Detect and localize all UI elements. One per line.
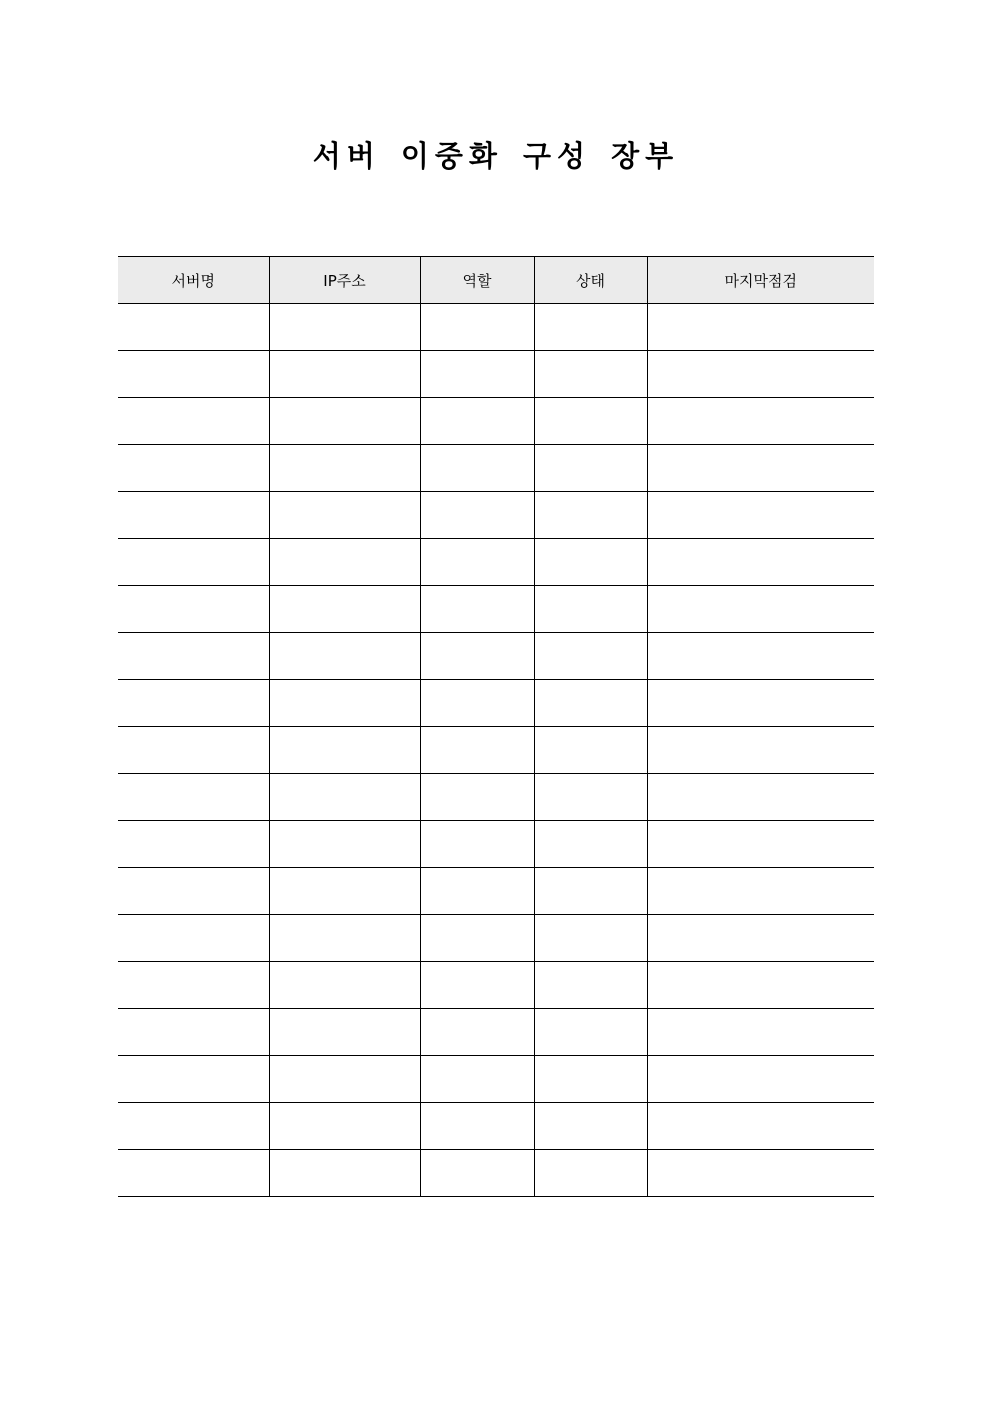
cell-ip-address[interactable] — [269, 351, 420, 398]
cell-server-name[interactable] — [118, 680, 269, 727]
cell-status[interactable] — [534, 1103, 647, 1150]
cell-server-name[interactable] — [118, 398, 269, 445]
cell-status[interactable] — [534, 962, 647, 1009]
table-row — [118, 1009, 874, 1056]
cell-last-inspection[interactable] — [647, 727, 874, 774]
cell-server-name[interactable] — [118, 351, 269, 398]
cell-last-inspection[interactable] — [647, 633, 874, 680]
cell-status[interactable] — [534, 492, 647, 539]
cell-role[interactable] — [420, 539, 534, 586]
cell-role[interactable] — [420, 962, 534, 1009]
table-row — [118, 539, 874, 586]
cell-status[interactable] — [534, 304, 647, 351]
cell-server-name[interactable] — [118, 821, 269, 868]
cell-ip-address[interactable] — [269, 868, 420, 915]
cell-last-inspection[interactable] — [647, 398, 874, 445]
cell-role[interactable] — [420, 586, 534, 633]
cell-role[interactable] — [420, 1056, 534, 1103]
cell-server-name[interactable] — [118, 868, 269, 915]
cell-status[interactable] — [534, 727, 647, 774]
table-row — [118, 398, 874, 445]
table-row — [118, 680, 874, 727]
cell-server-name[interactable] — [118, 304, 269, 351]
cell-status[interactable] — [534, 1009, 647, 1056]
server-ledger-table — [118, 256, 874, 1197]
page-title: 서버 이중화 구성 장부 — [312, 139, 680, 173]
cell-server-name[interactable] — [118, 492, 269, 539]
cell-ip-address[interactable] — [269, 680, 420, 727]
cell-server-name[interactable] — [118, 1150, 269, 1197]
cell-ip-address[interactable] — [269, 1009, 420, 1056]
cell-ip-address[interactable] — [269, 1056, 420, 1103]
cell-ip-address[interactable] — [269, 445, 420, 492]
cell-ip-address[interactable] — [269, 539, 420, 586]
cell-role[interactable] — [420, 727, 534, 774]
cell-role[interactable] — [420, 868, 534, 915]
cell-status[interactable] — [534, 633, 647, 680]
cell-ip-address[interactable] — [269, 492, 420, 539]
cell-role[interactable] — [420, 915, 534, 962]
table-header — [118, 257, 874, 304]
table-row — [118, 727, 874, 774]
cell-ip-address[interactable] — [269, 304, 420, 351]
cell-ip-address[interactable] — [269, 727, 420, 774]
cell-status[interactable] — [534, 445, 647, 492]
cell-last-inspection[interactable] — [647, 539, 874, 586]
cell-server-name[interactable] — [118, 1009, 269, 1056]
cell-server-name[interactable] — [118, 1103, 269, 1150]
table-body — [118, 304, 874, 1197]
cell-server-name[interactable] — [118, 539, 269, 586]
cell-status[interactable] — [534, 821, 647, 868]
cell-role[interactable] — [420, 304, 534, 351]
cell-status[interactable] — [534, 586, 647, 633]
cell-last-inspection[interactable] — [647, 868, 874, 915]
table-row — [118, 915, 874, 962]
cell-ip-address[interactable] — [269, 915, 420, 962]
table-row — [118, 1103, 874, 1150]
table-row — [118, 1056, 874, 1103]
table-row — [118, 633, 874, 680]
cell-status[interactable] — [534, 351, 647, 398]
cell-status[interactable] — [534, 680, 647, 727]
cell-ip-address[interactable] — [269, 586, 420, 633]
cell-role[interactable] — [420, 821, 534, 868]
cell-last-inspection[interactable] — [647, 586, 874, 633]
table-row — [118, 774, 874, 821]
cell-role[interactable] — [420, 492, 534, 539]
cell-status[interactable] — [534, 539, 647, 586]
cell-role[interactable] — [420, 774, 534, 821]
cell-role[interactable] — [420, 351, 534, 398]
cell-last-inspection[interactable] — [647, 915, 874, 962]
cell-server-name[interactable] — [118, 915, 269, 962]
cell-status[interactable] — [534, 1056, 647, 1103]
cell-server-name[interactable] — [118, 1056, 269, 1103]
cell-last-inspection[interactable] — [647, 1150, 874, 1197]
cell-server-name[interactable] — [118, 633, 269, 680]
column-header-status: 상태 — [534, 257, 647, 304]
column-header-server-name: 서버명 — [118, 257, 269, 304]
table-row — [118, 1150, 874, 1197]
cell-role[interactable] — [420, 680, 534, 727]
cell-last-inspection[interactable] — [647, 1103, 874, 1150]
cell-last-inspection[interactable] — [647, 1009, 874, 1056]
cell-last-inspection[interactable] — [647, 821, 874, 868]
header-row — [118, 257, 874, 304]
cell-ip-address[interactable] — [269, 821, 420, 868]
cell-last-inspection[interactable] — [647, 680, 874, 727]
cell-ip-address[interactable] — [269, 962, 420, 1009]
cell-last-inspection[interactable] — [647, 492, 874, 539]
table-row — [118, 868, 874, 915]
cell-role[interactable] — [420, 1150, 534, 1197]
cell-ip-address[interactable] — [269, 1103, 420, 1150]
cell-role[interactable] — [420, 445, 534, 492]
table-row — [118, 351, 874, 398]
cell-ip-address[interactable] — [269, 633, 420, 680]
table-row — [118, 821, 874, 868]
cell-last-inspection[interactable] — [647, 351, 874, 398]
table-row — [118, 586, 874, 633]
cell-ip-address[interactable] — [269, 1150, 420, 1197]
cell-role[interactable] — [420, 1009, 534, 1056]
cell-last-inspection[interactable] — [647, 774, 874, 821]
cell-server-name[interactable] — [118, 774, 269, 821]
cell-ip-address[interactable] — [269, 774, 420, 821]
cell-ip-address[interactable] — [269, 398, 420, 445]
cell-role[interactable] — [420, 633, 534, 680]
table-row — [118, 492, 874, 539]
cell-status[interactable] — [534, 915, 647, 962]
column-header-last-inspection: 마지막점검 — [647, 257, 874, 304]
cell-status[interactable] — [534, 1150, 647, 1197]
cell-status[interactable] — [534, 868, 647, 915]
cell-role[interactable] — [420, 1103, 534, 1150]
cell-last-inspection[interactable] — [647, 445, 874, 492]
cell-status[interactable] — [534, 398, 647, 445]
cell-last-inspection[interactable] — [647, 962, 874, 1009]
cell-last-inspection[interactable] — [647, 1056, 874, 1103]
cell-server-name[interactable] — [118, 727, 269, 774]
cell-server-name[interactable] — [118, 445, 269, 492]
cell-role[interactable] — [420, 398, 534, 445]
cell-last-inspection[interactable] — [647, 304, 874, 351]
column-header-ip-address: IP주소 — [269, 257, 420, 304]
table-row — [118, 445, 874, 492]
column-header-role: 역할 — [420, 257, 534, 304]
cell-status[interactable] — [534, 774, 647, 821]
cell-server-name[interactable] — [118, 586, 269, 633]
table-row — [118, 962, 874, 1009]
table-row — [118, 304, 874, 351]
cell-server-name[interactable] — [118, 962, 269, 1009]
